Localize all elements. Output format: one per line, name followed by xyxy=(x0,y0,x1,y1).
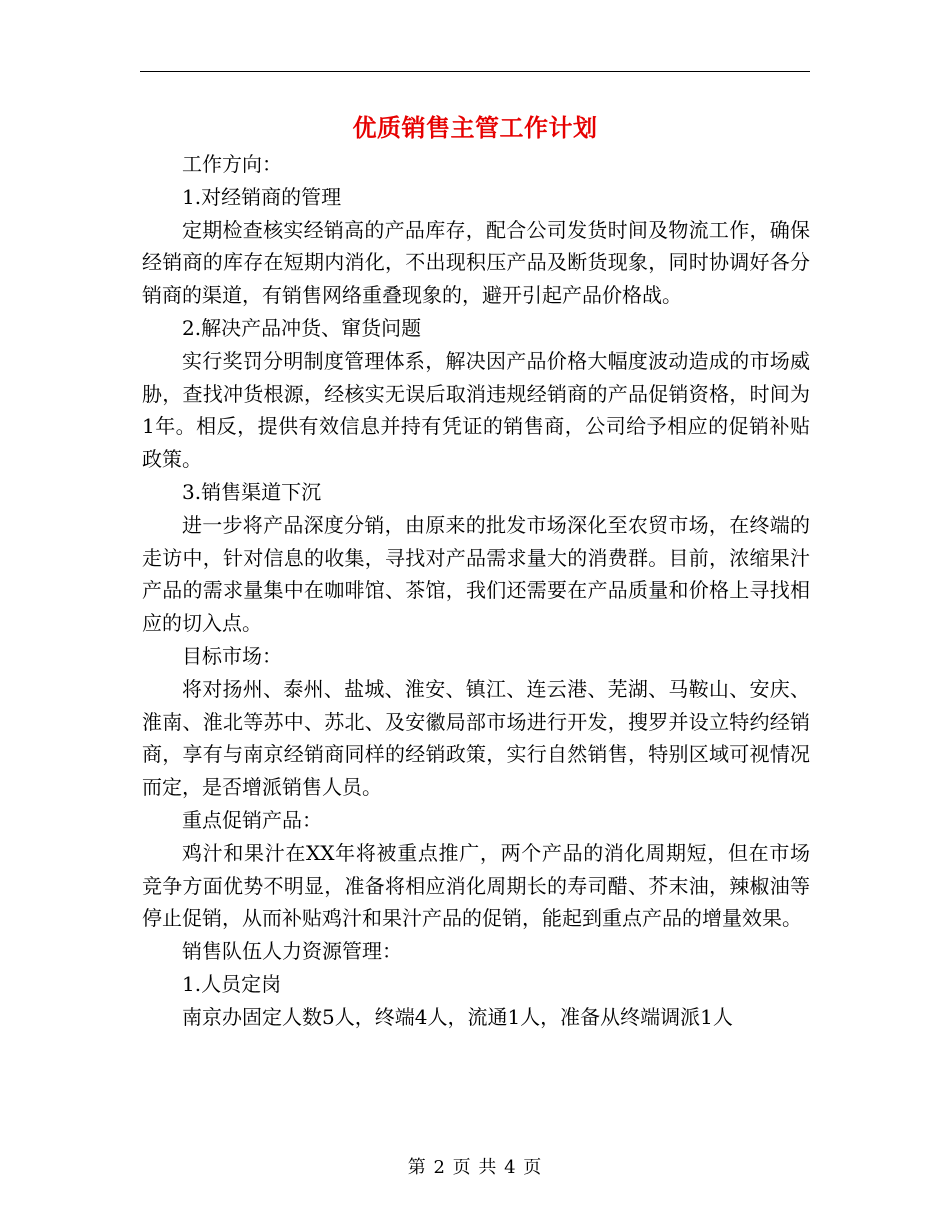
subsection-heading: 3.销售渠道下沉 xyxy=(182,479,322,504)
document-body xyxy=(142,148,810,1034)
subsection-heading: 2.解决产品冲货、窜货问题 xyxy=(182,315,422,340)
section-heading: 重点促销产品： xyxy=(182,807,322,832)
body-paragraph: 定期检查核实经销高的产品库存，配合公司发货时间及物流工作，确保经销商的库存在短期内消化，不出现积压产品及断货现象，同时协调好各分销商的渠道，有销售网络重叠现象的，避开引起产品价格战。 xyxy=(142,217,810,308)
body-paragraph: 将对扬州、泰州、盐城、淮安、镇江、连云港、芜湖、马鞍山、安庆、淮南、淮北等苏中、苏北、及安徽局部市场进行开发，搜罗并设立特约经销商，享有与南京经销商同样的经销政策，实行自然销售，特别区域可视情况而定，是否增派销售人员。 xyxy=(142,676,810,800)
header-rule xyxy=(140,71,810,72)
section-heading: 工作方向： xyxy=(182,152,282,176)
subsection-heading: 1.人员定岗 xyxy=(182,971,282,996)
page-number: 第 2 页 共 4 页 xyxy=(407,1157,543,1178)
body-paragraph: 进一步将产品深度分销，由原来的批发市场深化至农贸市场，在终端的走访中，针对信息的收集，寻找对产品需求量大的消费群。目前，浓缩果汁产品的需求量集中在咖啡馆、茶馆，我们还需要在产品质量和价格上寻找相应的切入点。 xyxy=(142,512,810,636)
section-heading: 目标市场： xyxy=(182,643,282,668)
body-paragraph: 南京办固定人数5人，终端4人，流通1人，准备从终端调派1人 xyxy=(182,1004,733,1029)
body-paragraph: 实行奖罚分明制度管理体系，解决因产品价格大幅度波动造成的市场威胁，查找冲货根源，经核实无误后取消违规经销商的产品促销资格，时间为1年。相反，提供有效信息并持有凭证的销售商，公司给予相应的促销补贴政策。 xyxy=(142,348,810,472)
body-paragraph: 鸡汁和果汁在XX年将被重点推广，两个产品的消化周期短，但在市场竞争方面优势不明显，准备将相应消化周期长的寿司醋、芥末油，辣椒油等停止促销，从而补贴鸡汁和果汁产品的促销，能起到重点产品的增量效果。 xyxy=(142,840,810,931)
page-footer xyxy=(0,1153,950,1179)
document-title: 优质销售主管工作计划 xyxy=(352,114,598,142)
subsection-heading: 1.对经销商的管理 xyxy=(182,184,342,209)
section-heading: 销售队伍人力资源管理： xyxy=(182,939,402,964)
